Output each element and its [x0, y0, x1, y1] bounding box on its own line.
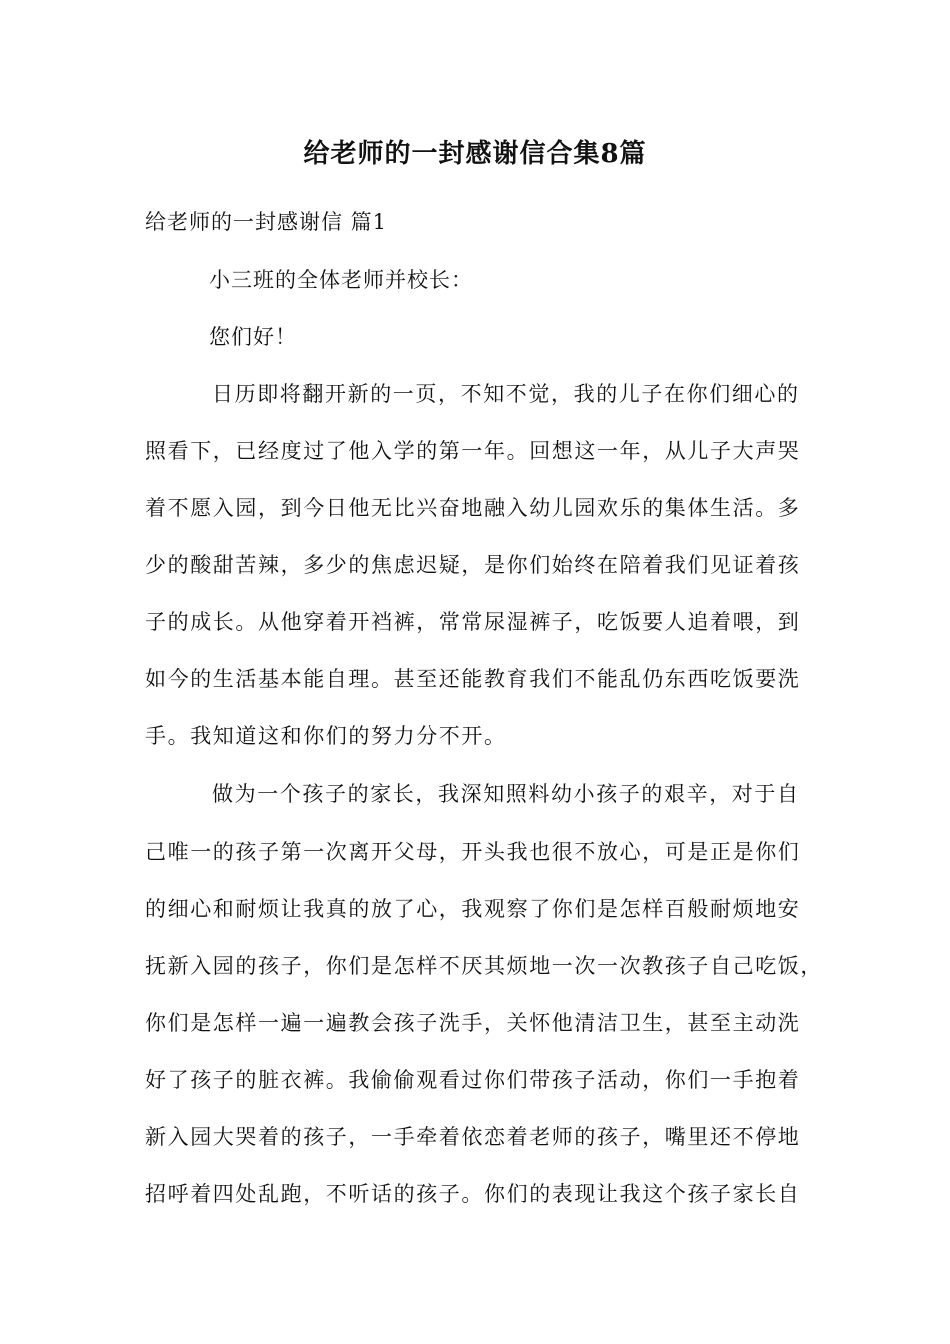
document-title: 给老师的一封感谢信合集8篇 — [303, 139, 647, 169]
paragraph-line: 新入园大哭着的孩子，一手牵着依恋着老师的孩子，嘴里还不停地 — [145, 1125, 801, 1149]
paragraph-line: 少的酸甜苦辣，多少的焦虑迟疑，是你们始终在陪着我们见证着孩 — [145, 553, 801, 577]
letter-greeting: 您们好！ — [209, 325, 297, 349]
paragraph-line: 着不愿入园，到今日他无比兴奋地融入幼儿园欢乐的集体生活。多 — [145, 496, 801, 520]
paragraph-line: 日历即将翻开新的一页，不知不觉，我的儿子在你们细心的 — [212, 382, 800, 406]
paragraph-line: 招呼着四处乱跑，不听话的孩子。你们的表现让我这个孩子家长自 — [145, 1182, 801, 1206]
paragraph-line: 子的成长。从他穿着开裆裤，常常尿湿裤子，吃饭要人追着喂，到 — [145, 610, 801, 634]
section-heading: 给老师的一封感谢信 篇1 — [145, 210, 388, 234]
paragraph-line: 己唯一的孩子第一次离开父母，开头我也很不放心，可是正是你们 — [145, 840, 801, 864]
paragraph-line: 你们是怎样一遍一遍教会孩子洗手，关怀他清洁卫生，甚至主动洗 — [145, 1011, 801, 1035]
letter-salutation: 小三班的全体老师并校长： — [209, 268, 473, 292]
paragraph-line: 如今的生活基本能自理。甚至还能教育我们不能乱仍东西吃饭要洗 — [145, 667, 801, 691]
paragraph-line: 手。我知道这和你们的努力分不开。 — [145, 724, 507, 748]
paragraph-line: 的细心和耐烦让我真的放了心，我观察了你们是怎样百般耐烦地安 — [145, 897, 801, 921]
paragraph-line: 抚新入园的孩子，你们是怎样不厌其烦地一次一次教孩子自己吃饭， — [145, 954, 823, 978]
paragraph-line: 照看下，已经度过了他入学的第一年。回想这一年，从儿子大声哭 — [145, 439, 801, 463]
paragraph-line: 做为一个孩子的家长，我深知照料幼小孩子的艰辛，对于自 — [212, 782, 800, 806]
paragraph-line: 好了孩子的脏衣裤。我偷偷观看过你们带孩子活动，你们一手抱着 — [145, 1068, 801, 1092]
